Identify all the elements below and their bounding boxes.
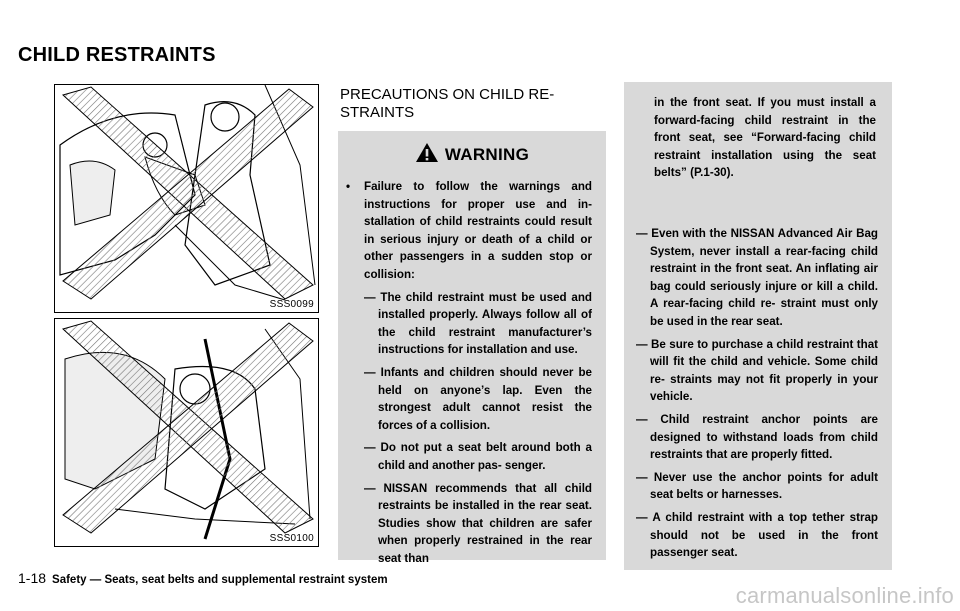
watermark-text: carmanualsonline.info	[735, 583, 954, 608]
warning-box	[338, 131, 606, 565]
page-footer	[18, 570, 388, 586]
warning-subitem: — Be sure to purchase a child restraint that will fit the child and vehicle. Some child re- straints may not fit properly in your vehicle.	[636, 337, 878, 404]
warning-continuation-text: in the front seat. If you must install a forward-facing child restraint in the front seat, see “Forward-facing child restraint installation using the seat belts” (P.1-30).	[654, 96, 876, 180]
figure-forward-facing-front-seat	[54, 84, 319, 313]
warning-subitem: — Do not put a seat belt around both a child and another pas- senger.	[364, 441, 592, 472]
footer-text: Safety — Seats, seat belts and supplemental restraint system	[52, 574, 388, 586]
warning-subitem: — NISSAN recommends that all child restraints be installed in the rear seat. Studies show that children are safer when properly restrained in the rear seat than	[364, 481, 592, 565]
warning-subitem: — Never use the anchor points for adult seat belts or harnesses.	[636, 470, 878, 502]
warning-triangle-icon	[415, 142, 439, 168]
illustration-rear-facing-restraint	[55, 319, 318, 546]
figure-rear-facing-front-seat	[54, 318, 319, 547]
bullet-marker: •	[346, 180, 351, 193]
warning-subitem: — Child restraint anchor points are designed to withstand loads from child restraints that are properly fitted.	[636, 412, 878, 462]
figure-caption: SSS0099	[269, 299, 314, 310]
warning-label: WARNING	[444, 145, 530, 164]
figure-caption: SSS0100	[269, 533, 314, 544]
warning-subitem: — A child restraint with a top tether strap should not be used in the front passenger seat.	[636, 510, 878, 560]
warning-bullet-text: Failure to follow the warnings and instructions for proper use and in- stallation of child restraints could result in serious injury or death of a child or other passengers in a sudden stop or collision:	[364, 180, 592, 281]
warning-box-continued	[624, 82, 892, 570]
warning-header	[338, 142, 606, 168]
warning-subitem: — Even with the NISSAN Advanced Air Bag System, never install a rear-facing child restraint in the front seat. An inflating air bag could seriously injure or kill a child. A rear-facing child re- straint must only be used in the rear seat.	[636, 227, 878, 328]
page-number: 1-18	[18, 570, 47, 586]
warning-subitem: — The child restraint must be used and installed properly. Always follow all of the child restraint manufacturer’s instructions for installation and use.	[364, 290, 592, 357]
section-title: CHILD RESTRAINTS	[18, 44, 216, 66]
subsection-heading: PRECAUTIONS ON CHILD RE- STRAINTS	[340, 86, 555, 121]
warning-subitem: — Infants and children should never be held on anyone’s lap. Even the strongest adult cannot resist the forces of a collision.	[364, 365, 592, 432]
illustration-child-on-lap	[55, 85, 318, 312]
